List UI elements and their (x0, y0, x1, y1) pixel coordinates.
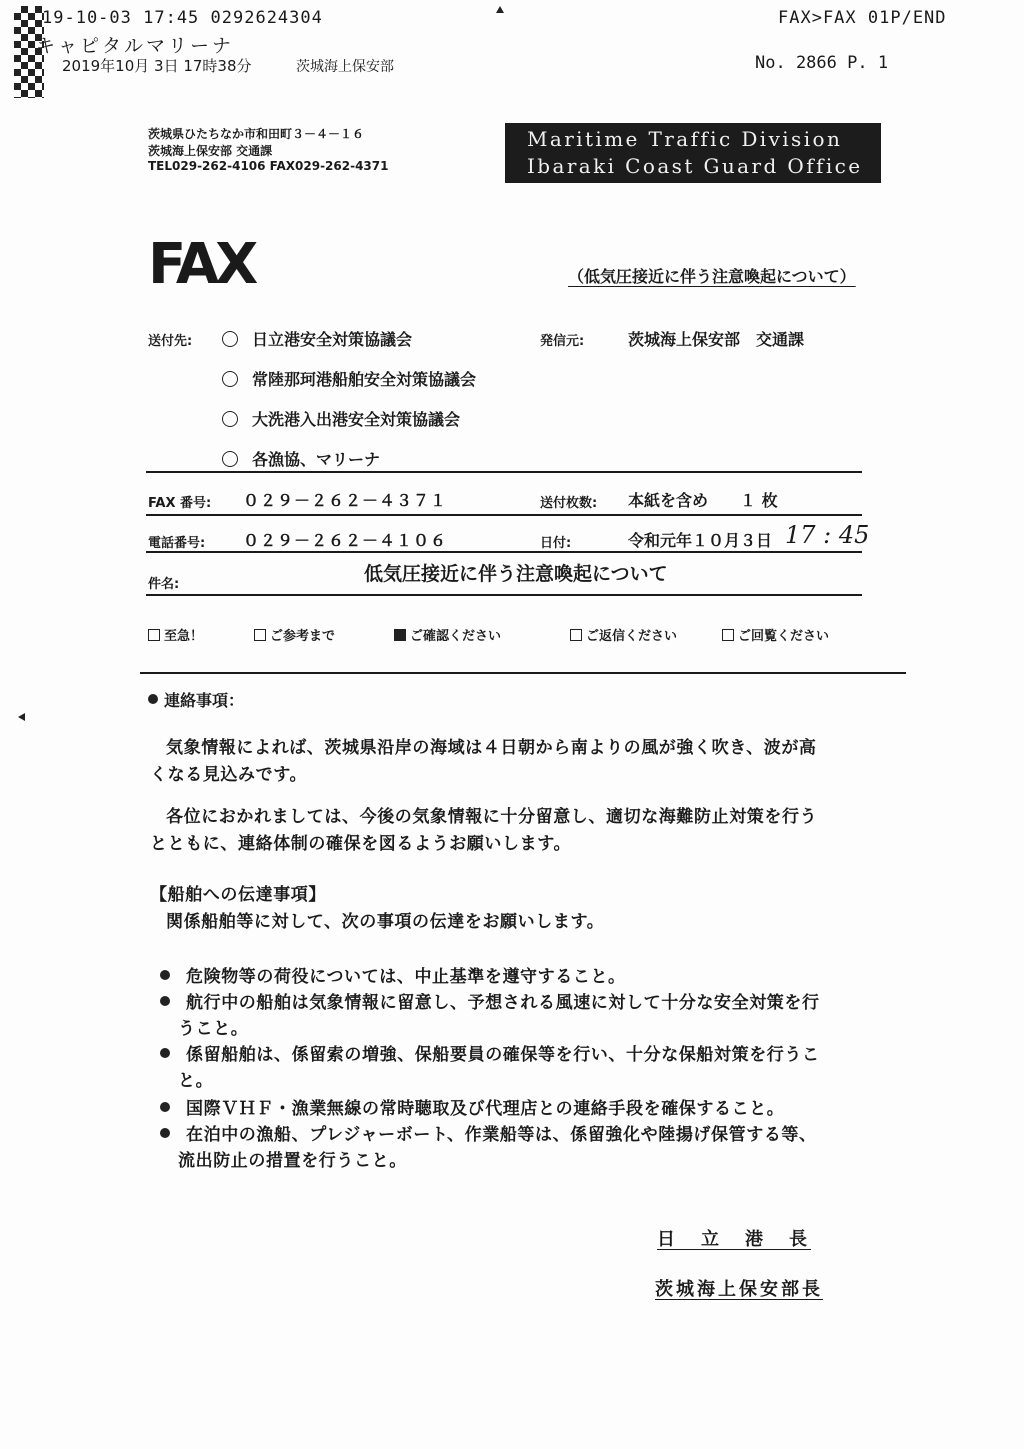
signature-office-chief: 茨城海上保安部長 (655, 1279, 823, 1300)
notice-para2-line1: 各位におかれましては、今後の気象情報に十分留意し、適切な海難防止対策を行う (166, 807, 818, 827)
checkbox-confirm: ご確認ください (394, 625, 501, 644)
circle-icon (222, 411, 238, 427)
instruction-item: 国際ＶＨＦ・漁業無線の常時聴取及び代理店との連絡手段を確保すること。 (160, 1094, 784, 1119)
notice-heading: 連絡事項： (148, 688, 244, 711)
fax-header-line1: 19-10-03 17:45 0292624304 (42, 8, 323, 28)
checkbox-icon (254, 629, 266, 641)
phone-label: 電話番号: (148, 536, 206, 551)
fax-number-label: FAX 番号: (148, 496, 212, 511)
subject-value: 低気圧接近に伴う注意喚起について (364, 563, 668, 585)
origin-label: 発信元: (540, 334, 585, 349)
bullet-icon (160, 1048, 170, 1058)
divider (140, 672, 906, 674)
circle-icon (222, 331, 238, 347)
fax-header-right: FAX>FAX 01P/END (778, 8, 947, 28)
left-arrow-icon (18, 713, 25, 721)
ships-heading: 【船舶への伝達事項】 (150, 885, 326, 905)
bullet-icon (160, 996, 170, 1006)
checkbox-checked-icon (394, 629, 406, 641)
department-line: 茨城海上保安部 交通課 (148, 144, 273, 158)
up-arrow-icon (496, 6, 504, 13)
recipient-item: 各漁協、マリーナ (222, 447, 380, 470)
subject-label: 件名: (148, 577, 180, 592)
recipient-item: 常陸那珂港船舶安全対策協議会 (222, 367, 476, 390)
checkbox-reference: ご参考まで (254, 625, 335, 644)
checkbox-icon (570, 629, 582, 641)
contact-line: TEL029-262-4106 FAX029-262-4371 (148, 159, 389, 173)
recipients-label: 送付先: (148, 334, 193, 349)
fax-logo: FAX (148, 232, 255, 297)
checkbox-icon (722, 629, 734, 641)
fax-header-date: 2019年10月 3日 17時38分 (62, 57, 252, 75)
instruction-item-cont: うこと。 (178, 1019, 249, 1039)
instruction-item: 在泊中の漁船、プレジャーボート、作業船等は、係留強化や陸揚げ保管する等、 (160, 1120, 817, 1145)
checkbox-urgent: 至急！ (148, 625, 203, 644)
instruction-item: 危険物等の荷役については、中止基準を遵守すること。 (160, 962, 626, 987)
recipient-item: 日立港安全対策協議会 (222, 327, 412, 350)
address-line: 茨城県ひたちなか市和田町３－４－１６ (148, 127, 365, 141)
divider (146, 514, 862, 516)
bullet-icon (160, 970, 170, 980)
bullet-icon (160, 1102, 170, 1112)
divider (146, 594, 862, 596)
fax-header-line2: キャピタルマリーナ (36, 35, 235, 57)
instruction-item: 係留船舶は、係留索の増強、保船要員の確保等を行い、十分な保船対策を行うこ (160, 1040, 820, 1065)
circle-icon (222, 371, 238, 387)
instruction-item-cont: と。 (178, 1071, 214, 1091)
divider (146, 551, 862, 553)
bullet-icon (148, 694, 158, 704)
circle-icon (222, 451, 238, 467)
fax-header-sender: 茨城海上保安部 (296, 59, 394, 75)
document-subtitle: （低気圧接近に伴う注意喚起について） (568, 267, 856, 286)
bullet-icon (160, 1128, 170, 1138)
origin-value: 茨城海上保安部 交通課 (628, 330, 805, 349)
notice-para1-line1: 気象情報によれば、茨城県沿岸の海域は４日朝から南よりの風が強く吹き、波が高 (166, 738, 817, 758)
signature-harbor-master: 日 立 港 長 (657, 1229, 811, 1250)
pages-label: 送付枚数: (540, 496, 598, 511)
checkbox-circulate: ご回覧ください (722, 625, 829, 644)
recipient-item: 大洗港入出港安全対策協議会 (222, 407, 460, 430)
fax-page-number: No. 2866 P. 1 (755, 53, 889, 73)
handwritten-time: 17 : 45 (785, 521, 870, 549)
banner-line2: Ibaraki Coast Guard Office (527, 154, 863, 178)
fax-number-value: ０２９－２６２－４３７１ (243, 491, 448, 510)
phone-value: ０２９－２６２－４１０６ (243, 531, 448, 550)
date-value: 令和元年１０月３日 (628, 531, 773, 550)
checkbox-reply: ご返信ください (570, 625, 677, 644)
office-banner (505, 123, 881, 183)
checkbox-icon (148, 629, 160, 641)
date-label: 日付: (540, 536, 572, 551)
notice-para2-line2: とともに、連絡体制の確保を図るようお願いします。 (150, 834, 572, 854)
pages-value: 本紙を含め １ 枚 (628, 491, 778, 510)
ships-intro: 関係船舶等に対して、次の事項の伝達をお願いします。 (166, 912, 605, 932)
divider (146, 471, 862, 473)
instruction-item-cont: 流出防止の措置を行うこと。 (178, 1151, 407, 1171)
notice-para1-line2: くなる見込みです。 (150, 765, 308, 785)
instruction-item: 航行中の船舶は気象情報に留意し、予想される風速に対して十分な安全対策を行 (160, 988, 820, 1013)
banner-line1: Maritime Traffic Division (527, 127, 843, 151)
